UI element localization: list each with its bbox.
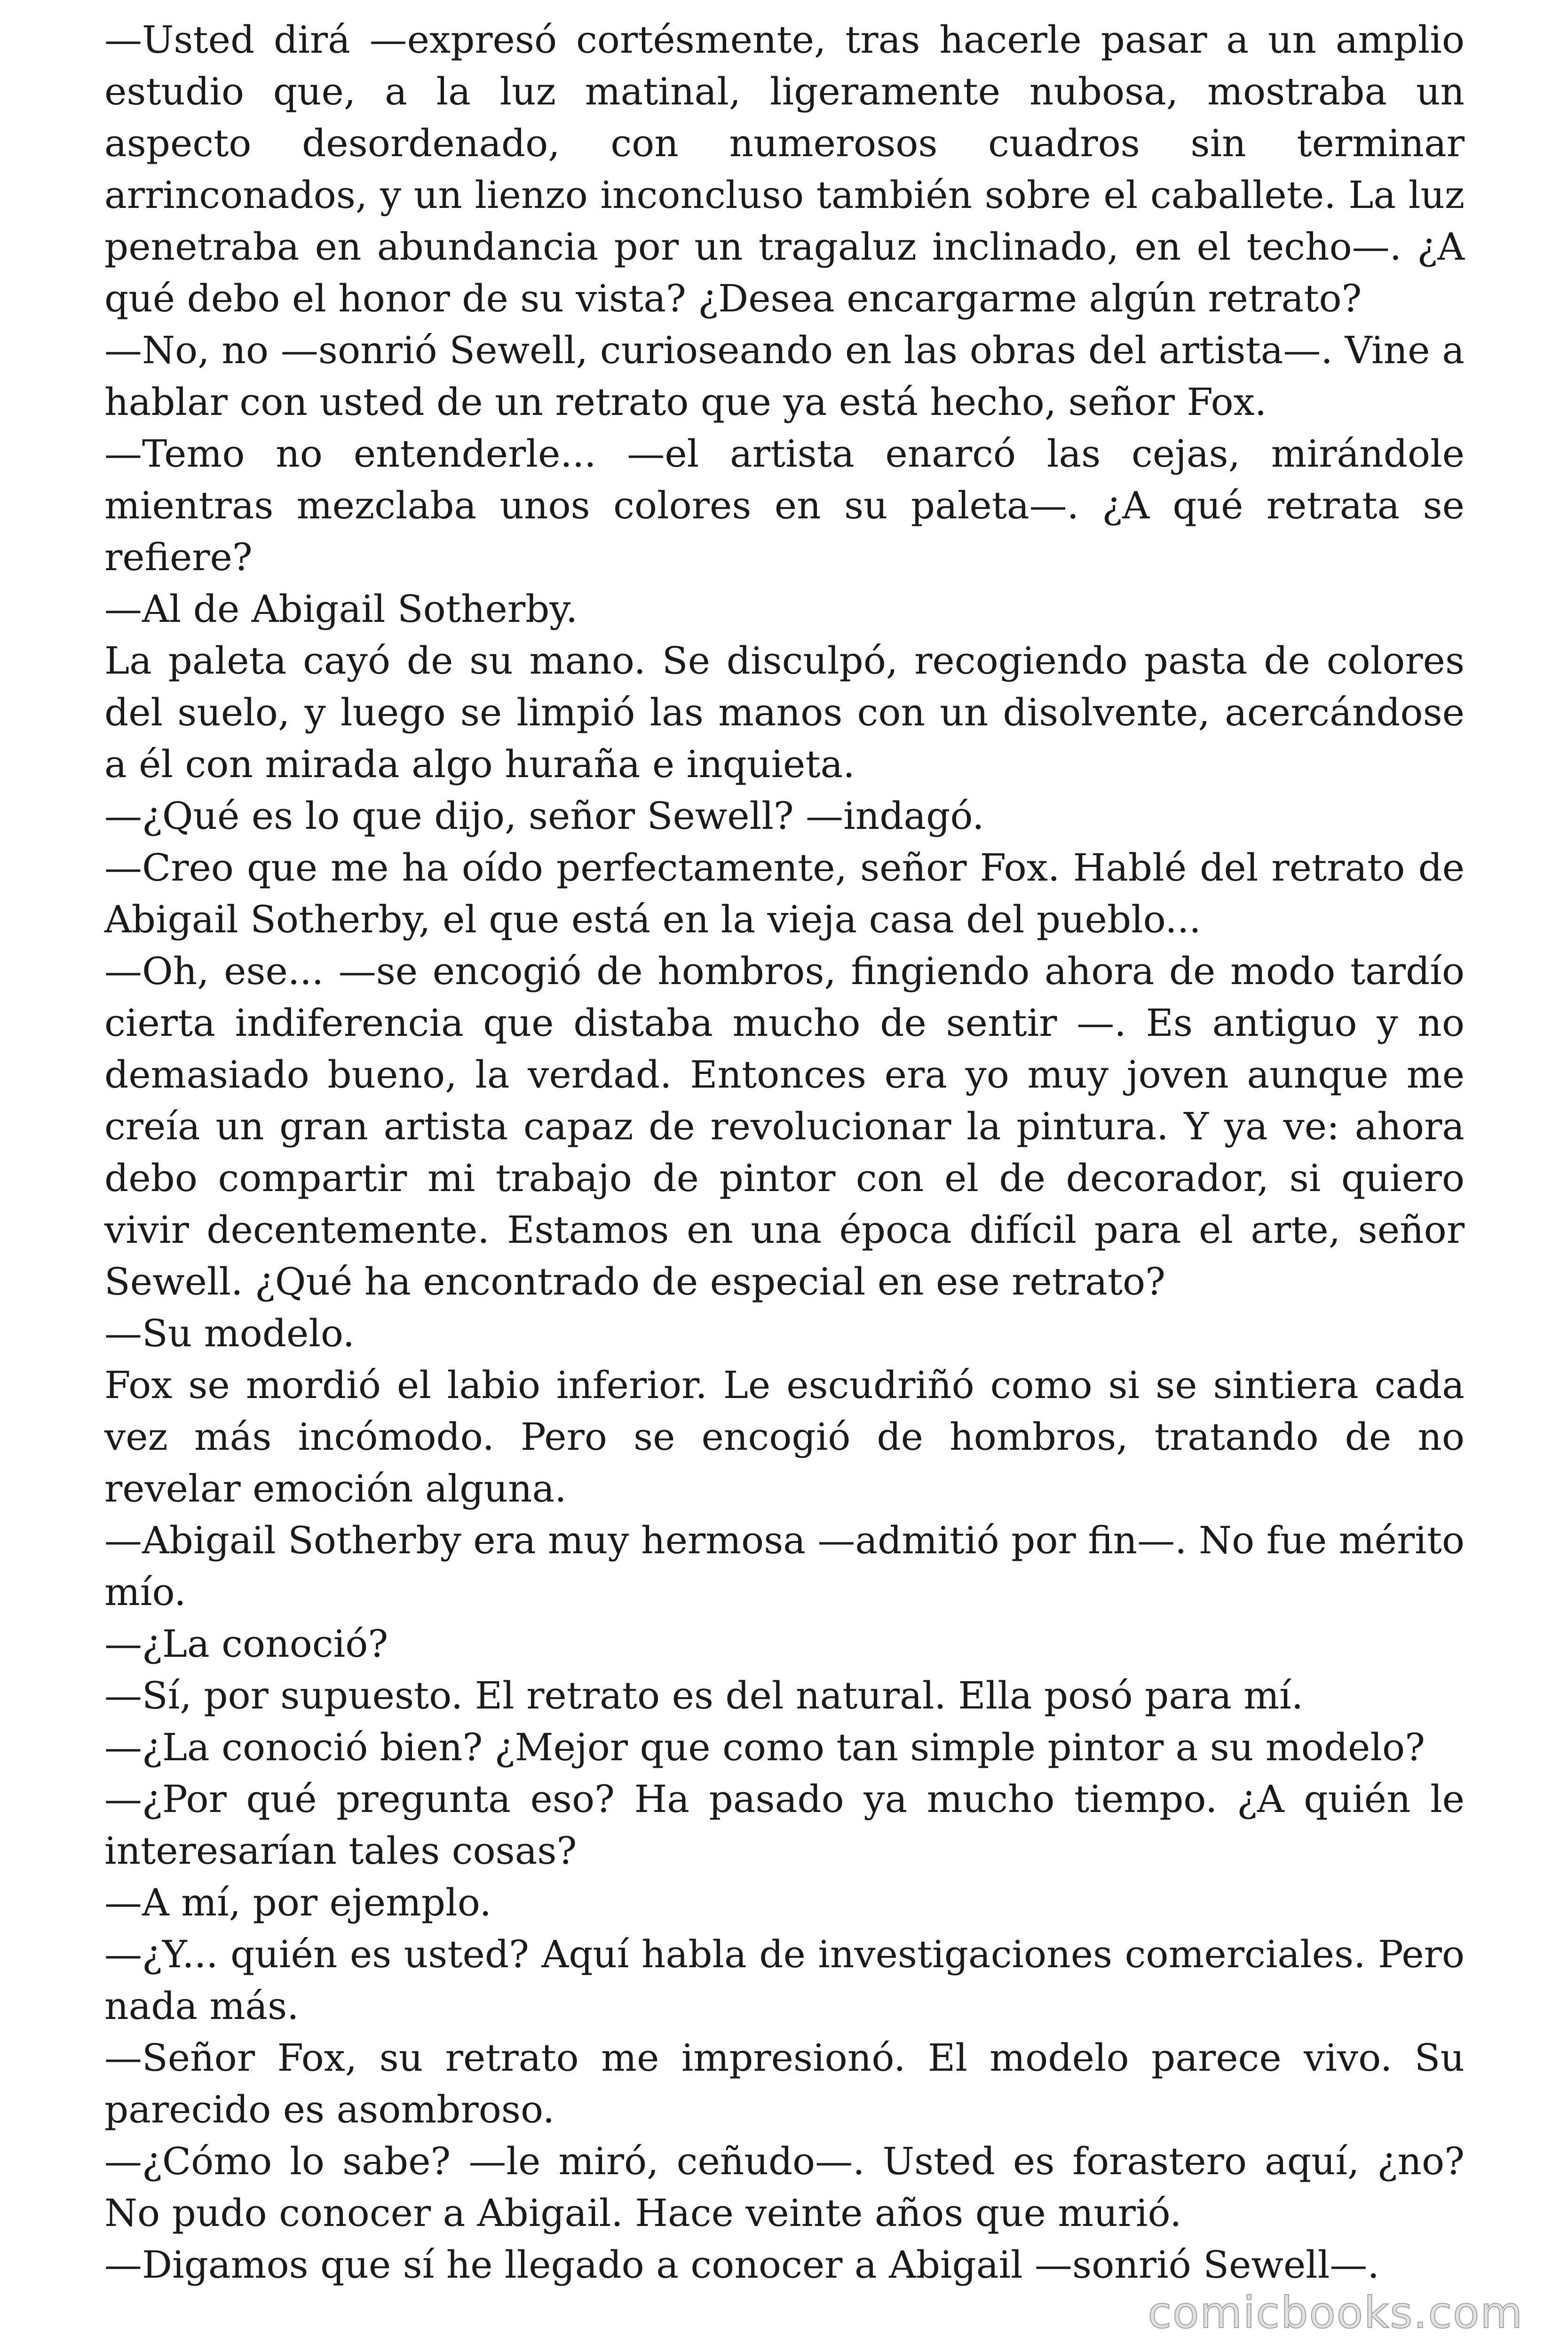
text-block bbox=[104, 14, 1465, 2291]
paragraph: —Digamos que sí he llegado a conocer a Abigail —sonrió Sewell—. bbox=[104, 2243, 1379, 2287]
paragraph: —Señor Fox, su retrato me impresionó. El modelo parece vivo. Su parecido es asombroso. bbox=[104, 2036, 1465, 2131]
paragraph: Fox se mordió el labio inferior. Le escudriñó como si se sintiera cada vez más incómodo. Pero se encogió de hombros, tratando de no revelar emoción alguna. bbox=[104, 1363, 1465, 1510]
paragraph: —Usted dirá —expresó cortésmente, tras hacerle pasar a un amplio estudio que, a la luz matinal, ligeramente nubosa, mostraba un aspecto desordenado, con numerosos cuadros sin terminar arrinconados, y un lienzo inconcluso también sobre el caballete. La luz penetraba en abundancia por un tragaluz inclinado, en el techo—. ¿A qué debo el honor de su vista? ¿Desea encargarme algún retrato? bbox=[104, 18, 1465, 320]
paragraph: —Temo no entenderle... —el artista enarcó las cejas, mirándole mientras mezclaba unos colores en su paleta—. ¿A qué retrata se refiere? bbox=[104, 432, 1465, 579]
watermark: comicbooks.com bbox=[1148, 2288, 1523, 2338]
paragraph: —Abigail Sotherby era muy hermosa —admitió por fin—. No fue mérito mío. bbox=[104, 1518, 1465, 1614]
paragraph: —¿Qué es lo que dijo, señor Sewell? —indagó. bbox=[104, 794, 984, 838]
paragraph: —¿La conoció bien? ¿Mejor que como tan simple pintor a su modelo? bbox=[104, 1725, 1425, 1769]
paragraph: —Sí, por supuesto. El retrato es del natural. Ella posó para mí. bbox=[104, 1674, 1304, 1717]
paragraph: —No, no —sonrió Sewell, curioseando en las obras del artista—. Vine a hablar con usted de un retrato que ya está hecho, señor Fox. bbox=[104, 328, 1465, 424]
paragraph: —Al de Abigail Sotherby. bbox=[104, 587, 578, 631]
paragraph: La paleta cayó de su mano. Se disculpó, recogiendo pasta de colores del suelo, y luego se limpió las manos con un disolvente, acercándose a él con mirada algo huraña e inquieta. bbox=[104, 639, 1465, 786]
paragraph: —¿La conoció? bbox=[104, 1622, 388, 1666]
paragraph: —Su modelo. bbox=[104, 1311, 355, 1355]
paragraph: —¿Cómo lo sabe? —le miró, ceñudo—. Usted es forastero aquí, ¿no? No pudo conocer a Abigail. Hace veinte años que murió. bbox=[104, 2139, 1465, 2235]
paragraph: —A mí, por ejemplo. bbox=[104, 1881, 491, 1924]
paragraph: —Oh, ese... —se encogió de hombros, fingiendo ahora de modo tardío cierta indiferencia que distaba mucho de sentir —. Es antiguo y no demasiado bueno, la verdad. Entonces era yo muy joven aunque me creía un gran artista capaz de revolucionar la pintura. Y ya ve: ahora debo compartir mi trabajo de pintor con el de decorador, si quiero vivir decentemente. Estamos en una época difícil para el arte, señor Sewell. ¿Qué ha encontrado de especial en ese retrato? bbox=[104, 949, 1465, 1303]
paragraph: —¿Y... quién es usted? Aquí habla de investigaciones comerciales. Pero nada más. bbox=[104, 1932, 1465, 2028]
paragraph: —¿Por qué pregunta eso? Ha pasado ya mucho tiempo. ¿A quién le interesarían tales cosas? bbox=[104, 1777, 1465, 1873]
paragraph: —Creo que me ha oído perfectamente, señor Fox. Hablé del retrato de Abigail Sotherby, el que está en la vieja casa del pueblo... bbox=[104, 846, 1465, 941]
